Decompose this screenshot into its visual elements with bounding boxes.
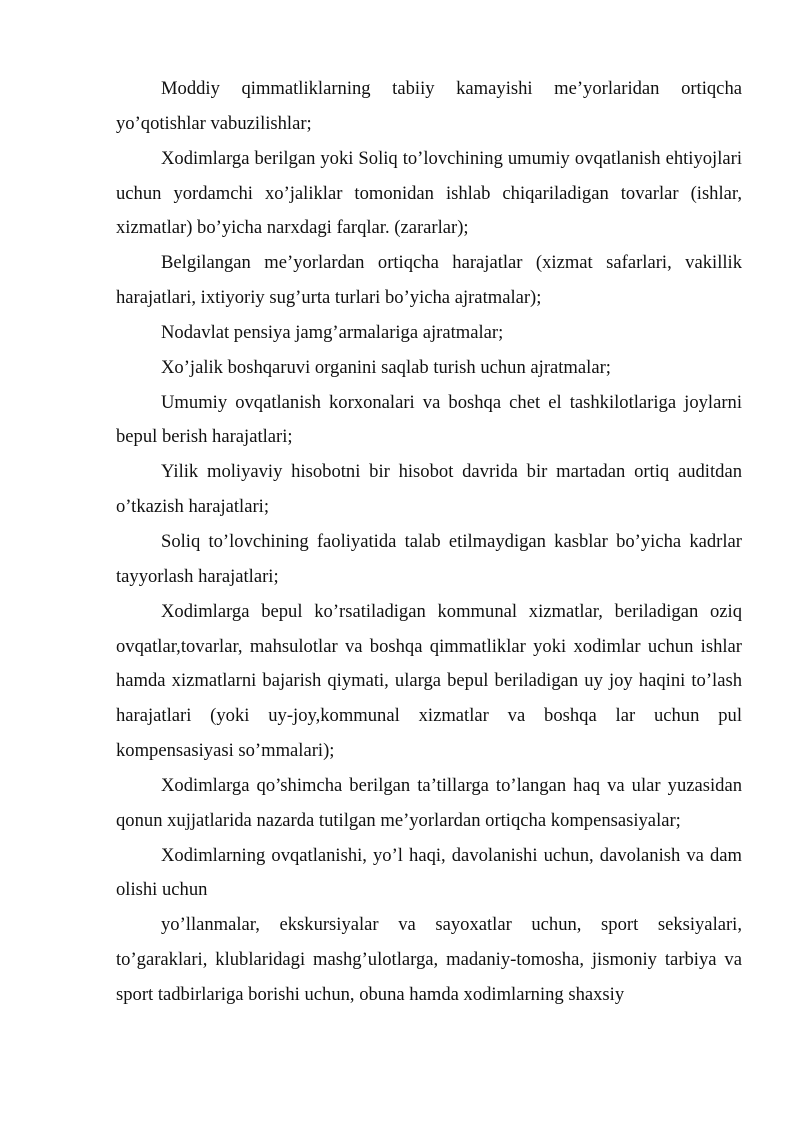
paragraph-material-losses: Moddiy qimmatliklarning tabiiy kamayishi me’yorlaridan ortiqcha yo’qotishlar vabuzilishlar; (116, 78, 742, 134)
paragraph-free-utilities: Xodimlarga bepul ko’rsatiladigan kommunal xizmatlar, beriladigan oziq ovqatlar,tovarlar, mahsulotlar va boshqa qimmatliklar yoki xodimlar uchun ishlar hamda xizmatlarni bajarish qiymati, ularga bepul beriladigan uy joy haqini to’lash harajatlari (yoki uy-joy,kommunal xizmatlar va boshqa lar uchun pul kompensasiyasi so’mmalari); (116, 600, 742, 762)
paragraph-employee-meals: Xodimlarning ovqatlanishi, yo’l haqi, davolanishi uchun, davolanish va dam olishi uchun (116, 844, 742, 901)
paragraph-excess-expenses: Belgilangan me’yorlardan ortiqcha harajatlar (xizmat safarlari, vakillik harajatlari, ixtiyoriy sug’urta turlari bo’yicha ajratmalar); (116, 252, 742, 309)
paragraph-catering-premises: Umumiy ovqatlanish korxonalari va boshqa chet el tashkilotlariga joylarni bepul berish harajatlari; (116, 391, 742, 448)
paragraph-vouchers: yo’llanmalar, ekskursiyalar va sayoxatlar uchun, sport seksiyalari, to’garaklari, klublaridagi mashg’ulotlarga, madaniy-tomosha, jismoniy tarbiya va sport tadbirlariga borishi uchun, obuna hamda xodimlarning shaxsiy (116, 914, 742, 1005)
paragraph-audit-expenses: Yilik moliyaviy hisobotni bir hisobot davrida bir martadan ortiq auditdan o’tkazish harajatlari; (116, 461, 742, 518)
paragraph-pension-funds: Nodavlat pensiya jamg’armalariga ajratmalar; (161, 321, 504, 343)
paragraph-management-body: Xo’jalik boshqaruvi organini saqlab turish uchun ajratmalar; (161, 356, 611, 378)
paragraph-additional-leave: Xodimlarga qo’shimcha berilgan ta’tillarga to’langan haq va ular yuzasidan qonun xujjatlarida nazarda tutilgan me’yorlardan ortiqcha kompensasiyalar; (116, 774, 742, 831)
paragraph-price-differences: Xodimlarga berilgan yoki Soliq to’lovchining umumiy ovqatlanish ehtiyojlari uchun yordamchi xo’jaliklar tomonidan ishlab chiqariladigan tovarlar (ishlar, xizmatlar) bo’yicha narxdagi farqlar. (zararlar); (116, 147, 742, 239)
document-body (116, 72, 742, 1013)
paragraph-personnel-training: Soliq to’lovchining faoliyatida talab etilmaydigan kasblar bo’yicha kadrlar tayyorlash harajatlari; (116, 530, 742, 587)
